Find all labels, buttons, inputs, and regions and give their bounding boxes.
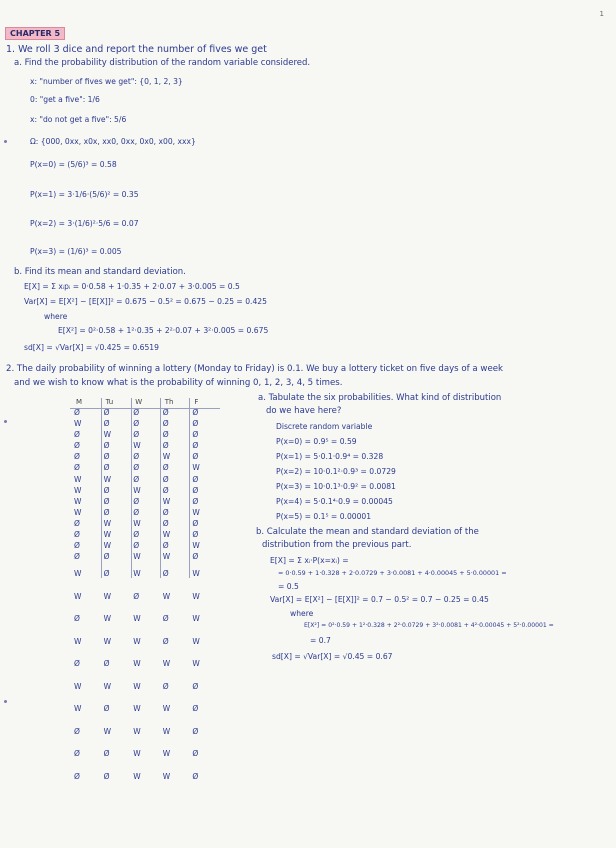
q2a-line: P(x=2) = 10·0.1²·0.9³ = 0.0729 [276,467,396,476]
table-cell: Ø [162,485,169,495]
table-cell: W [133,704,141,714]
table-cell: Ø [74,771,80,781]
table-row [72,519,220,530]
table-cell: W [103,614,112,624]
table-cell: Ø [192,419,199,429]
table-cell: Ø [192,518,199,528]
table-cell: Ø [133,463,140,473]
table-cell: W [74,485,82,495]
table-cell: Ø [192,441,199,451]
table-cell: Ø [162,681,169,691]
table-cell: Ø [192,485,199,495]
q2a-line: P(x=5) = 0.1⁵ = 0.00001 [276,512,372,521]
table-cell: Ø [103,552,110,562]
q2b-line: = 0.5 [278,582,299,591]
table-row [72,659,220,676]
table-header [72,398,220,408]
table-cell: W [162,496,171,506]
table-cell: Ø [74,441,80,451]
table-cell: W [133,614,141,624]
table-cell: Ø [162,430,169,440]
q2-title-line2: and we wish to know what is the probability of winning 0, 1, 2, 3, 4, 5 times. [14,378,343,388]
table-cell: W [192,659,200,669]
header-tuesday: Tu [105,398,114,406]
table-row [72,508,220,519]
table-cell: Ø [103,771,110,781]
table-cell: Ø [74,614,80,624]
q2a-line: P(x=3) = 10·0.1³·0.9² = 0.0081 [276,482,396,491]
table-cell: Ø [192,496,199,506]
table-row [72,497,220,508]
corner-mark: 1 [599,10,604,18]
table-row [72,463,220,474]
table-cell: Ø [74,541,80,551]
q2b-line: Var[X] = E[X²] − [E[X]]² = 0.7 − 0.5² = 0.7 − 0.25 = 0.45 [270,595,489,604]
table-cell: Ø [74,518,80,528]
table-cell: Ø [103,463,110,473]
table-cell: W [162,771,171,781]
q1a-line: P(x=1) = 3·1/6·(5/6)² = 0.35 [30,190,139,199]
table-cell: Ø [192,408,199,417]
q2-title-line1: 2. The daily probability of winning a lottery (Monday to Friday) is 0.1. We buy a lottery ticket on five days of a week [6,364,503,374]
table-cell: W [162,749,171,759]
table-cell: Ø [162,419,169,429]
table-cell: Ø [74,659,80,669]
table-cell: Ø [162,541,169,551]
table-row [72,408,220,419]
table-cell: W [103,681,112,691]
table-row [72,452,220,463]
table-cell: Ø [162,507,169,517]
q1-title: 1. We roll 3 dice and report the number of fives we get [6,44,267,55]
table-cell: Ø [162,474,169,484]
table-cell: Ø [103,408,110,417]
table-cell: W [103,518,112,528]
table-row [72,727,220,744]
table-cell: W [162,530,171,540]
table-cell: W [133,659,141,669]
q2b-line: E[X] = Σ xᵢ·P(x=xᵢ) = [270,556,349,565]
table-cell: W [103,474,112,484]
table-row [72,419,220,430]
table-cell: W [133,569,141,579]
q1a-line: P(x=2) = 3·(1/6)²·5/6 = 0.07 [30,219,139,228]
table-row [72,530,220,541]
q2a-title-line1: a. Tabulate the six probabilities. What kind of distribution [258,393,502,403]
table-cell: Ø [74,430,80,440]
table-cell: W [103,636,112,646]
q1a-line: x: "do not get a five": 5/6 [30,115,127,124]
header-friday: F [194,398,199,406]
table-cell: Ø [192,771,199,781]
table-cell: Ø [74,726,80,736]
table-cell: Ø [192,474,199,484]
table-cell: W [162,704,171,714]
table-cell: Ø [103,419,110,429]
table-cell: W [162,452,171,462]
q2b-line: sd[X] = √Var[X] = √0.45 = 0.67 [272,652,393,661]
table-cell: Ø [74,408,80,417]
table-cell: Ø [103,569,110,579]
q2b-title-line2: distribution from the previous part. [262,540,412,550]
table-cell: W [103,530,112,540]
q1a-title: a. Find the probability distribution of the random variable considered. [14,58,311,68]
table-cell: Ø [192,552,199,562]
table-cell: Ø [74,530,80,540]
table-cell: W [133,771,141,781]
table-row [72,569,220,586]
table-cell: W [192,591,200,601]
table-cell: Ø [103,749,110,759]
table-row [72,475,220,486]
q1a-line: x: "number of fives we get": {0, 1, 2, 3} [30,77,183,86]
table-cell: Ø [192,430,199,440]
table-row [72,441,220,452]
table-cell: Ø [133,530,140,540]
q1a-line: P(x=0) = (5/6)³ = 0.58 [30,160,117,169]
table-cell: W [192,614,200,624]
outcomes-table [72,398,220,788]
table-cell: Ø [74,463,80,473]
q2b-title-line1: b. Calculate the mean and standard deviation of the [256,527,479,537]
header-monday: M [76,398,83,406]
header-thursday: Th [164,398,174,406]
q1a-line: 0: "get a five": 1/6 [30,95,100,104]
table-cell: Ø [133,430,140,440]
table-row [72,772,220,789]
table-cell: W [103,726,112,736]
q2a-line: Discrete random variable [276,422,373,431]
table-cell: W [133,441,141,451]
table-cell: Ø [192,704,199,714]
q2a-line: P(x=1) = 5·0.1·0.9⁴ = 0.328 [276,452,384,461]
margin-dot [4,140,7,143]
table-cell: W [162,659,171,669]
table-cell: Ø [162,636,169,646]
margin-dot [4,420,7,423]
q2a-title-line2: do we have here? [266,406,342,416]
table-cell: Ø [162,408,169,417]
table-cell: Ø [103,704,110,714]
table-cell: W [103,591,112,601]
table-cell: Ø [133,419,140,429]
table-cell: Ø [192,749,199,759]
q2b-line: = 0.7 [310,636,331,645]
table-cell: Ø [103,659,110,669]
table-row [72,704,220,721]
table-row [72,430,220,441]
q1a-line: Ω: {000, 0xx, x0x, xx0, 0xx, 0x0, x00, xxx} [30,137,196,146]
table-body [72,408,220,788]
table-cell: W [133,485,141,495]
q2a-line: P(x=0) = 0.9⁵ = 0.59 [276,437,357,446]
margin-dot [4,700,7,703]
table-cell: Ø [133,408,140,417]
q1b-line: E[X²] = 0²·0.58 + 1²·0.35 + 2²·0.07 + 3²·0.005 = 0.675 [58,326,269,335]
table-cell: W [103,541,112,551]
q1a-line: P(x=3) = (1/6)³ = 0.005 [30,247,122,256]
table-row [72,637,220,654]
table-cell: Ø [133,591,140,601]
table-cell: Ø [162,463,169,473]
table-cell: W [74,591,82,601]
table-cell: Ø [192,681,199,691]
table-cell: W [74,507,82,517]
q2b-line: E[X²] = 0²·0.59 + 1²·0.328 + 2²·0.0729 + 3²·0.0081 + 4²·0.00045 + 5²·0.00001 = [304,622,554,629]
table-cell: W [192,507,200,517]
table-cell: Ø [103,496,110,506]
table-cell: Ø [74,552,80,562]
table-cell: Ø [133,452,140,462]
table-cell: Ø [103,507,110,517]
table-cell: W [192,569,200,579]
table-cell: Ø [133,474,140,484]
table-cell: Ø [162,441,169,451]
table-cell: W [133,726,141,736]
table-cell: W [192,541,200,551]
table-row [72,541,220,552]
chapter-heading: CHAPTER 5 [5,27,65,40]
q2b-line: where [290,609,314,618]
table-cell: Ø [133,496,140,506]
table-cell: W [74,681,82,691]
q2a-line: P(x=4) = 5·0.1⁴·0.9 = 0.00045 [276,497,393,506]
table-cell: W [74,496,82,506]
table-cell: Ø [192,452,199,462]
table-cell: W [192,463,200,473]
table-row [72,682,220,699]
table-row [72,749,220,766]
table-cell: W [133,518,141,528]
table-cell: Ø [192,726,199,736]
table-cell: Ø [133,541,140,551]
table-cell: W [133,681,141,691]
table-row [72,552,220,563]
table-cell: Ø [162,614,169,624]
header-wednesday: W [135,398,143,406]
table-cell: Ø [133,507,140,517]
table-cell: Ø [103,441,110,451]
table-row [72,592,220,609]
table-cell: W [162,726,171,736]
table-cell: W [103,430,112,440]
q1b-line: E[X] = Σ xᵢpᵢ = 0·0.58 + 1·0.35 + 2·0.07 + 3·0.005 = 0.5 [24,282,240,291]
table-cell: W [192,636,200,646]
table-cell: Ø [162,569,169,579]
table-cell: W [74,704,82,714]
table-cell: W [74,636,82,646]
table-cell: Ø [103,452,110,462]
table-cell: W [74,419,82,429]
q2b-line: = 0·0.59 + 1·0.328 + 2·0.0729 + 3·0.0081 + 4·0.00045 + 5·0.00001 = [278,569,507,577]
q1b-title: b. Find its mean and standard deviation. [14,267,186,277]
table-cell: W [162,552,171,562]
table-cell: W [162,591,171,601]
table-cell: W [133,749,141,759]
table-cell: W [74,569,82,579]
table-cell: Ø [162,518,169,528]
q1b-line: Var[X] = E[X²] − [E[X]]² = 0.675 − 0.5² = 0.675 − 0.25 = 0.425 [24,297,267,306]
table-cell: W [133,636,141,646]
table-cell: W [74,474,82,484]
table-cell: Ø [192,530,199,540]
table-row [72,614,220,631]
table-cell: Ø [74,452,80,462]
table-cell: W [133,552,141,562]
table-cell: Ø [74,749,80,759]
table-cell: Ø [103,485,110,495]
table-row [72,486,220,497]
q1b-line: sd[X] = √Var[X] = √0.425 = 0.6519 [24,343,159,352]
q1b-line: where [44,312,68,321]
